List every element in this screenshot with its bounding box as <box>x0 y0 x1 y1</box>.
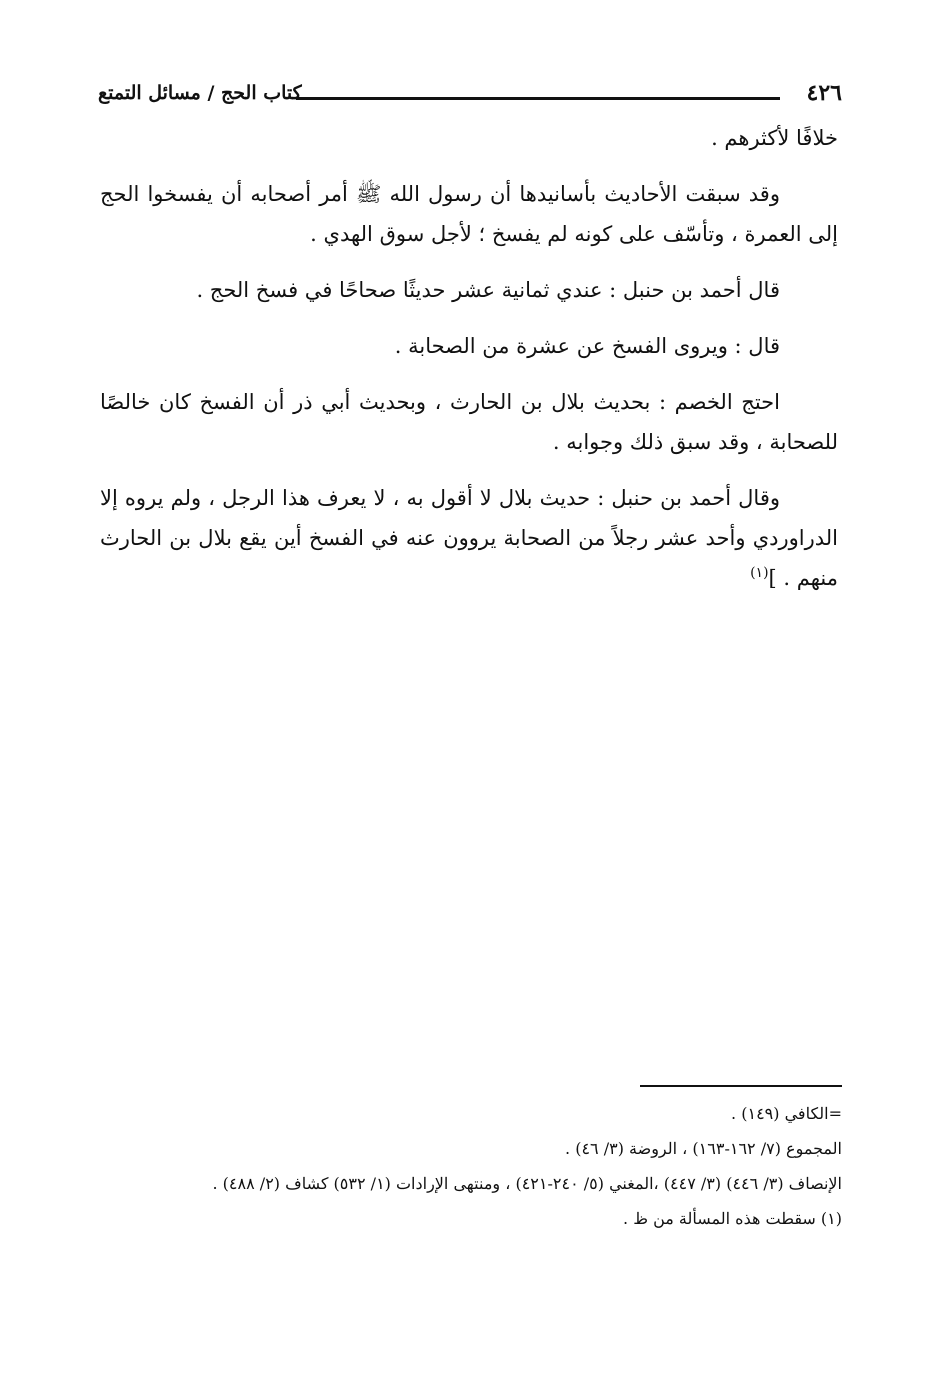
running-title: كتاب الحج / مسائل التمتع <box>98 82 302 104</box>
paragraph-with-footnote <box>100 478 838 598</box>
footnote-line: (١) سقطت هذه المسألة من ظ . <box>623 1209 842 1228</box>
paragraph: وقد سبقت الأحاديث بأسانيدها أن رسول الله ﷺ أمر أصحابه أن يفسخوا الحج إلى العمرة ، وتأسّف على كونه لم يفسخ ؛ لأجل سوق الهدي . <box>100 182 838 246</box>
footnotes <box>104 1096 842 1236</box>
page-number: ٤٢٦ <box>806 80 842 106</box>
paragraph: قال أحمد بن حنبل : عندي ثمانية عشر حديثًا صحاحًا في فسخ الحج . <box>196 278 780 302</box>
paragraph-text: وقال أحمد بن حنبل : حديث بلال لا أقول به ، لا يعرف هذا الرجل ، ولم يروه إلا الدراوردي وأحد عشر رجلاً من الصحابة يروون عنه في الفسخ أين يقع بلال بن الحارث منهم . ] <box>100 486 838 590</box>
footnote-line: المجموع (٧/ ١٦٢-١٦٣) ، الروضة (٣/ ٤٦) . <box>565 1139 842 1158</box>
footnote-line: الإنصاف (٣/ ٤٤٦) (٣/ ٤٤٧) ،المغني (٥/ ٢٤٠-٤٢١) ، ومنتهى الإرادات (١/ ٥٣٢) كشاف (٢/ ٤٨٨) . <box>212 1174 842 1193</box>
paragraph: خلافًا لأكثرهم . <box>711 126 838 150</box>
footnote-separator <box>640 1085 842 1087</box>
main-text <box>100 118 838 614</box>
paragraph: قال : ويروى الفسخ عن عشرة من الصحابة . <box>394 334 780 358</box>
page-header <box>98 80 842 116</box>
footnote-line: =الكافي (١٤٩) . <box>731 1104 842 1123</box>
paragraph: احتج الخصم : بحديث بلال بن الحارث ، وبحديث أبي ذر أن الفسخ كان خالصًا للصحابة ، وقد سبق ذلك وجوابه . <box>100 390 838 454</box>
header-rule <box>296 97 780 100</box>
footnote-reference: (١) <box>750 565 769 581</box>
